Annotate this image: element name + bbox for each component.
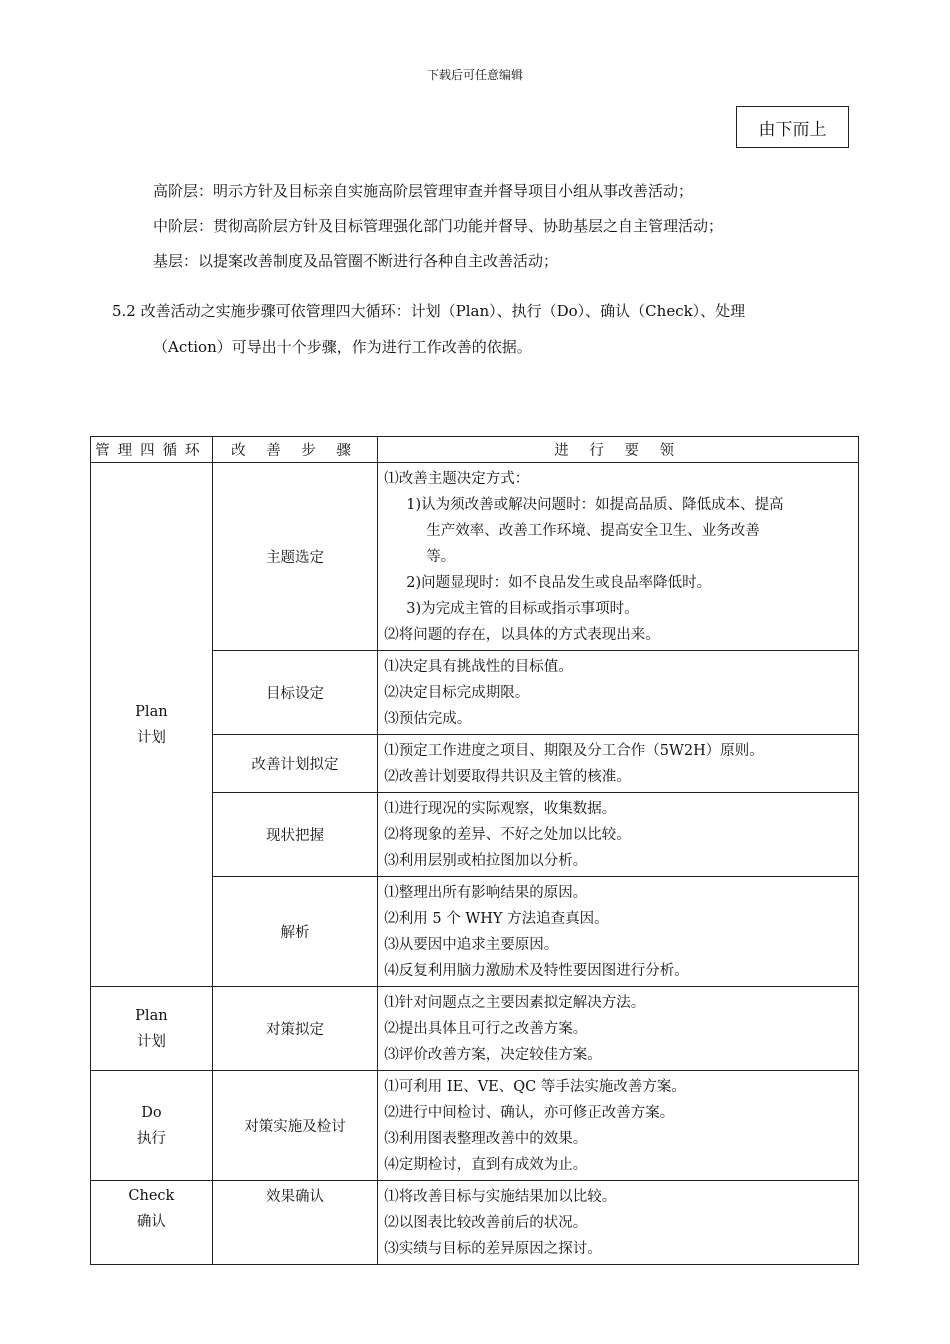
- cycle-label-cn: 计划: [136, 1033, 166, 1050]
- table-row: [91, 1071, 859, 1181]
- section-5-2-line2: （Action）可导出十个步骤，作为进行工作改善的依据。: [153, 338, 532, 356]
- detail-line: ⑴针对问题点之主要因素拟定解决方法。: [384, 995, 646, 1011]
- detail-countermeasure: [378, 987, 859, 1071]
- detail-effect-confirmation: [378, 1181, 859, 1265]
- header-cycle: 管理四循环: [91, 437, 213, 463]
- step-countermeasure: 对策拟定: [212, 987, 378, 1071]
- step-implementation: 对策实施及检讨: [212, 1071, 378, 1181]
- cycle-label-en: Do: [141, 1104, 162, 1121]
- detail-line: ⑵以图表比较改善前后的状况。: [384, 1215, 588, 1231]
- detail-line: ⑶评价改善方案，决定较佳方案。: [384, 1047, 602, 1063]
- section-5-2-line1: 5.2 改善活动之实施步骤可依管理四大循环：计划（Plan）、执行（Do）、确认（Check）、处理: [112, 302, 746, 320]
- cycle-do: [91, 1071, 213, 1181]
- cycle-label-cn: 计划: [136, 729, 166, 746]
- cycle-label-en: Check: [128, 1188, 175, 1204]
- cycle-plan-a: [91, 463, 213, 987]
- detail-line: 生产效率、改善工作环境、提高安全卫生、业务改善: [426, 523, 760, 539]
- detail-line: ⑵决定目标完成期限。: [384, 685, 530, 701]
- cycle-label-cn: 确认: [136, 1214, 166, 1230]
- detail-line: 等。: [426, 549, 456, 565]
- header-essentials: 进 行 要 领: [378, 437, 859, 463]
- detail-topic-selection: [378, 463, 859, 651]
- detail-analysis: [378, 877, 859, 987]
- step-current-status: 现状把握: [212, 793, 378, 877]
- paragraph-high-level: 高阶层：明示方针及目标亲自实施高阶层管理审查并督导项目小组从事改善活动；: [153, 182, 694, 200]
- detail-line: ⑷反复利用脑力激励术及特性要因图进行分析。: [384, 963, 689, 979]
- detail-line: ⑵改善计划要取得共识及主管的核准。: [384, 769, 631, 785]
- table-header-row: [91, 437, 859, 463]
- detail-line: ⑴预定工作进度之项目、期限及分工合作（5W2H）原则。: [384, 743, 764, 759]
- cycle-plan-b: [91, 987, 213, 1071]
- detail-line: ⑴决定具有挑战性的目标值。: [384, 659, 573, 675]
- detail-line: ⑶利用图表整理改善中的效果。: [384, 1131, 588, 1147]
- detail-goal-setting: [378, 651, 859, 735]
- header-step: 改 善 步 骤: [212, 437, 378, 463]
- paragraph-base-level: 基层：以提案改善制度及品管圈不断进行各种自主改善活动；: [153, 252, 559, 270]
- table-row: [91, 463, 859, 651]
- step-effect-confirmation: 效果确认: [212, 1181, 378, 1265]
- detail-line: 3)为完成主管的目标或指示事项时。: [406, 601, 639, 617]
- detail-line: ⑴将改善目标与实施结果加以比较。: [384, 1189, 617, 1205]
- detail-line: ⑵进行中间检讨、确认，亦可修正改善方案。: [384, 1105, 675, 1121]
- detail-plan-drafting: [378, 735, 859, 793]
- detail-line: ⑴进行现况的实际观察，收集数据。: [384, 801, 617, 817]
- table-row: [91, 987, 859, 1071]
- header-note: 下载后可任意编辑: [426, 68, 523, 82]
- cycle-label-en: Plan: [135, 1007, 168, 1024]
- paragraph-mid-level: 中阶层：贯彻高阶层方针及目标管理强化部门功能并督导、协助基层之自主管理活动；: [153, 217, 724, 235]
- detail-line: ⑶预估完成。: [384, 711, 472, 727]
- bottom-up-label: 由下而上: [736, 106, 849, 148]
- detail-line: ⑶利用层别或柏拉图加以分析。: [384, 853, 588, 869]
- step-goal-setting: 目标设定: [212, 651, 378, 735]
- step-topic-selection: 主题选定: [212, 463, 378, 651]
- detail-line: ⑵将现象的差异、不好之处加以比较。: [384, 827, 631, 843]
- improvement-steps-table: [90, 436, 859, 1265]
- detail-line: ⑷定期检讨，直到有成效为止。: [384, 1157, 588, 1173]
- step-plan-drafting: 改善计划拟定: [212, 735, 378, 793]
- detail-current-status: [378, 793, 859, 877]
- cycle-check: [91, 1181, 213, 1265]
- detail-line: ⑵提出具体且可行之改善方案。: [384, 1021, 588, 1037]
- detail-line: ⑶从要因中追求主要原因。: [384, 937, 559, 953]
- detail-line: ⑶实绩与目标的差异原因之探讨。: [384, 1241, 602, 1257]
- detail-line: 2)问题显现时：如不良品发生或良品率降低时。: [406, 575, 712, 591]
- cycle-label-cn: 执行: [136, 1130, 166, 1147]
- cycle-label-en: Plan: [135, 703, 168, 720]
- table-row: [91, 1181, 859, 1265]
- detail-line: ⑴整理出所有影响结果的原因。: [384, 885, 588, 901]
- detail-line: ⑵利用 5 个 WHY 方法追查真因。: [384, 911, 609, 927]
- detail-line: ⑵将问题的存在，以具体的方式表现出来。: [384, 627, 660, 643]
- step-analysis: 解析: [212, 877, 378, 987]
- detail-line: ⑴可利用 IE、VE、QC 等手法实施改善方案。: [384, 1079, 686, 1095]
- detail-implementation: [378, 1071, 859, 1181]
- detail-line: ⑴改善主题决定方式：: [384, 471, 530, 487]
- detail-line: 1)认为须改善或解决问题时：如提高品质、降低成本、提高: [406, 497, 784, 513]
